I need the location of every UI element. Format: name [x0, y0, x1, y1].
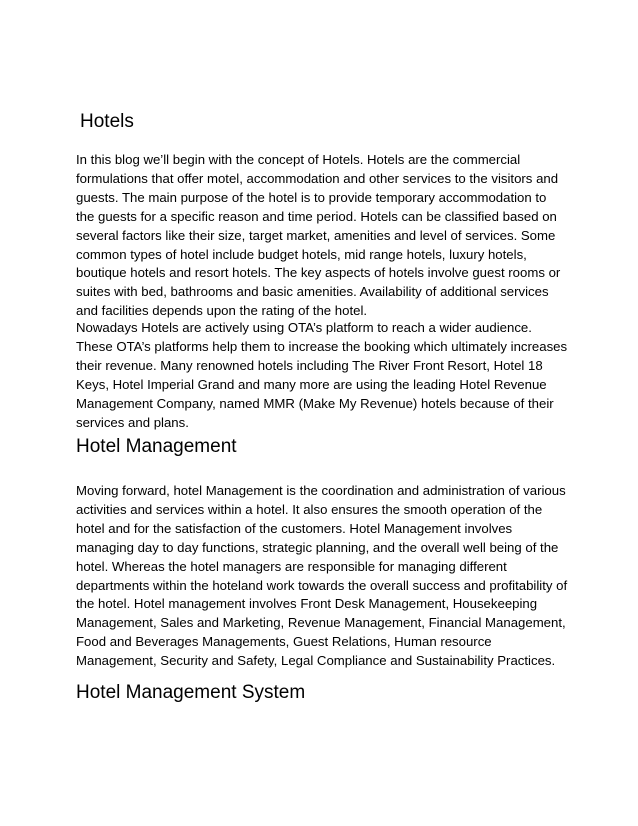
heading-hotels: Hotels — [80, 111, 134, 132]
paragraph-hotel-management: Moving forward, hotel Management is the coordination and administration of various activities and services within a hotel. It also ensures the smooth operation of the hotel and for the satisfaction of the customers. Hotel Management involves managing day to day functions, strategic planning, and the overall well being of the hotel. Whereas the hotel managers are responsible for managing different departments within the hoteland work towards the overall success and profitability of the hotel. Hotel management involves Front Desk Management, Housekeeping Management, Sales and Marketing, Revenue Management, Financial Management, Food and Beverages Managements, Guest Relations, Human resource Management, Security and Safety, Legal Compliance and Sustainability Practices. — [76, 483, 568, 669]
paragraph-hotels-intro: In this blog we’ll begin with the concept of Hotels. Hotels are the commercial formulations that offer motel, accommodation and other services to the visitors and guests. The main purpose of the hotel is to provide temporary accommodation to the guests for a specific reason and time period. Hotels can be classified based on several factors like their size, target market, amenities and level of services. Some common types of hotel include budget hotels, mid range hotels, luxury hotels, boutique hotels and resort hotels. The key aspects of hotels involve guest rooms or suites with bed, bathrooms and basic amenities. Availability of additional services and facilities depends upon the rating of the hotel. — [76, 152, 561, 319]
heading-hotel-management-system: Hotel Management System — [76, 682, 306, 703]
heading-hotel-management: Hotel Management — [76, 436, 237, 457]
paragraph-hotels-ota: Nowadays Hotels are actively using OTA’s platform to reach a wider audience. These OTA’s platforms help them to increase the booking which ultimately increases their revenue. Many renowned hotels including The River Front Resort, Hotel 18 Keys, Hotel Imperial Grand and many more are using the leading Hotel Revenue Management Company, named MMR (Make My Revenue) hotels because of their services and plans. — [76, 320, 568, 430]
